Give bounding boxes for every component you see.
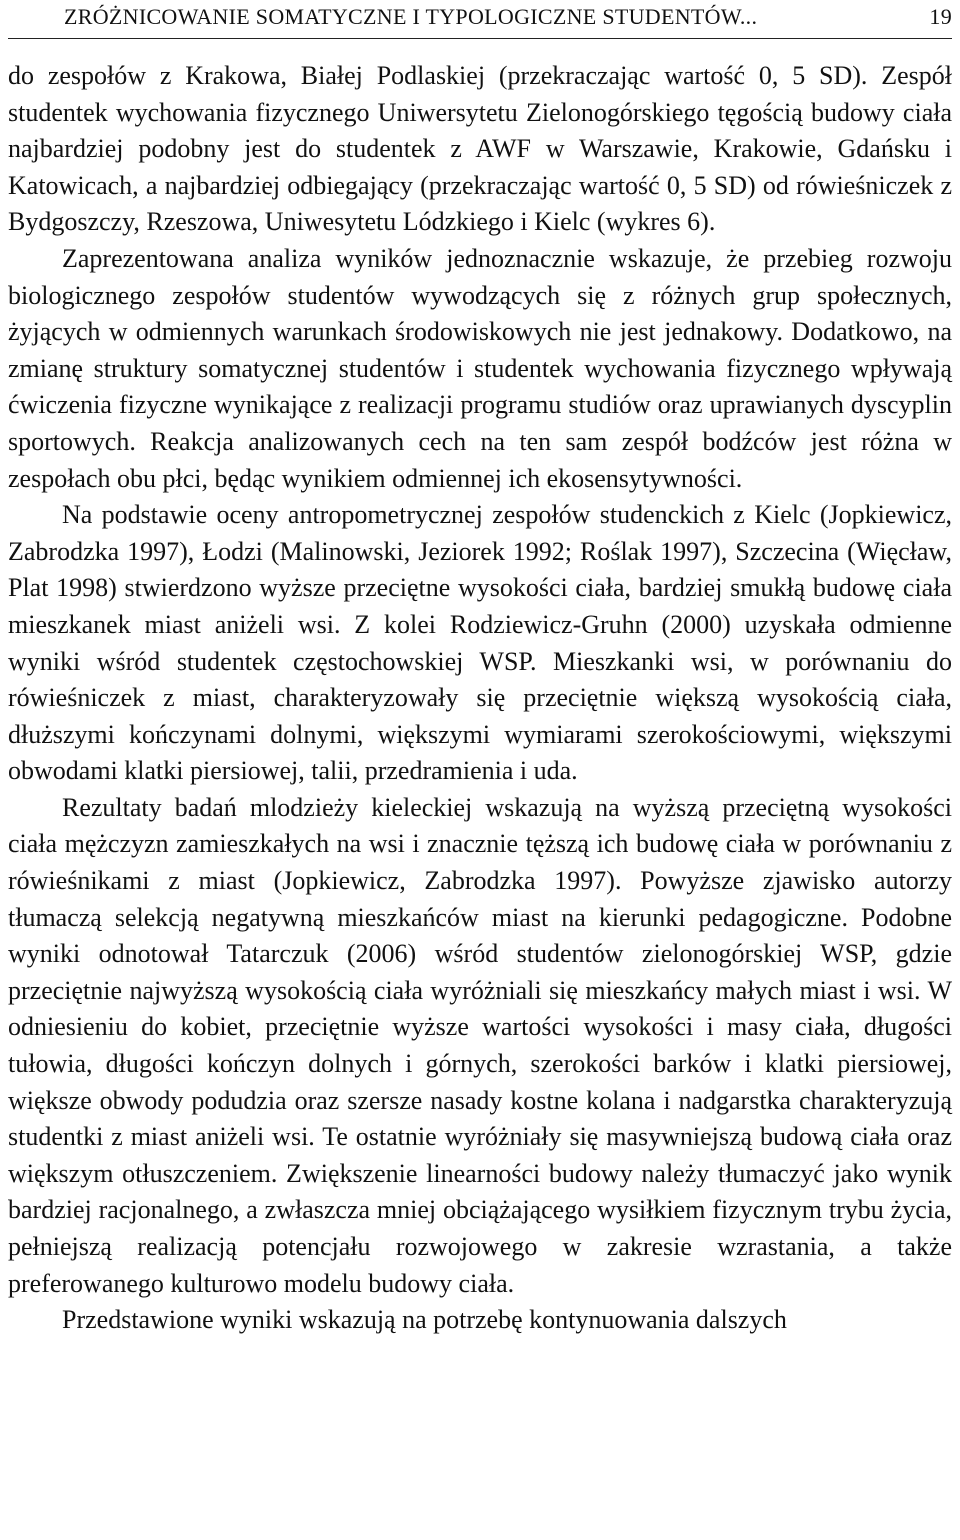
paragraph-continued: do zespołów z Krakowa, Białej Podlaskiej (przekraczając wartość 0, 5 SD). Zespół studentek wychowania fizycznego Uniwersytetu Zielonogórskiego tęgością budowy ciała najbardziej podobny jest do studentek z AWF w Warszawie, Krakowie, Gdańsku i Katowicach, a najbardziej odbiegający (przekraczając wartość 0, 5 SD) od rówieśniczek z Bydgoszczy, Rzeszowa, Uniwesytetu Lódzkiego i Kielc (wykres 6).	[8, 61, 952, 237]
running-header	[8, 0, 952, 39]
paragraph: Na podstawie oceny antropometrycznej zespołów studenckich z Kielc (Jopkiewicz, Zabrodzka 1997), Łodzi (Malinowski, Jeziorek 1992; Roślak 1997), Szczecina (Więcław, Plat 1998) stwierdzono wyższe przeciętne wysokości ciała, bardziej smukłą budowę ciała mieszkanek miast aniżeli wsi. Z kolei Rodziewicz-Gruhn (2000) uzyskała odmienne wyniki wśród studentek częstochowskiej WSP. Mieszkanki wsi, w porównaniu do rówieśniczek z miast, charakteryzowały się przeciętnie większą wysokością ciała, dłuższymi kończynami dolnymi, większymi wymiarami szerokościowymi, większymi obwodami klatki piersiowej, talii, przedramienia i uda.	[8, 500, 952, 786]
paragraph: Rezultaty badań mlodzieży kieleckiej wskazują na wyższą przeciętną wysokości ciała mężczyzn zamieszkałych na wsi i znacznie tęższą ich budowę ciała w porównaniu z rówieśnikami z miast (Jopkiewicz, Zabrodzka 1997). Powyższe zjawisko autorzy tłumaczą selekcją negatywną mieszkańców miast na kierunki pedagogiczne. Podobne wyniki odnotował Tatarczuk (2006) wśród studentów zielonogórskiej WSP, gdzie przeciętnie najwyższą wysokością ciała wyróżniali się mieszkańcy małych miast i wsi. W odniesieniu do kobiet, przeciętnie wyższe wartości wysokości i masy ciała, długości tułowia, długości kończyn dolnych i górnych, szerokości barków i klatki piersiowej, większe obwody podudzia oraz szersze nasady kostne kolana i nadgarstka charakteryzują studentki z miast aniżeli wsi. Te ostatnie wyróżniały się masywniejszą budową ciała oraz większym otłuszczeniem. Zwiększenie linearności budowy należy tłumaczyć jako wynik bardziej racjonalnego, a zwłaszcza mniej obciążającego wysiłkiem fizycznym trybu życia, pełniejszą realizacją potencjału rozwojowego w zakresie wzrastania, a także preferowanego kulturowo modelu budowy ciała.	[8, 792, 952, 1298]
paragraph: Przedstawione wyniki wskazują na potrzebę kontynuowania dalszych	[62, 1305, 787, 1335]
running-title: ZRÓŻNICOWANIE SOMATYCZNE I TYPOLOGICZNE STUDENTÓW...	[64, 4, 758, 29]
paragraph: Zaprezentowana analiza wyników jednoznacznie wskazuje, że przebieg rozwoju biologicznego zespołów studentów wywodzących się z różnych grup społecznych, żyjących w odmiennych warunkach środowiskowych nie jest jednakowy. Dodatkowo, na zmianę struktury somatycznej studentów i studentek wychowania fizycznego wpływają ćwiczenia fizyczne wynikające z realizacji programu studiów oraz uprawianych dyscyplin sportowych. Reakcja analizowanych cech na ten sam zespół bodźców jest różna w zespołach obu płci, będąc wynikiem odmiennej ich ekosensytywności.	[8, 243, 952, 493]
body-text	[8, 58, 952, 1339]
page-number: 19	[929, 4, 952, 29]
